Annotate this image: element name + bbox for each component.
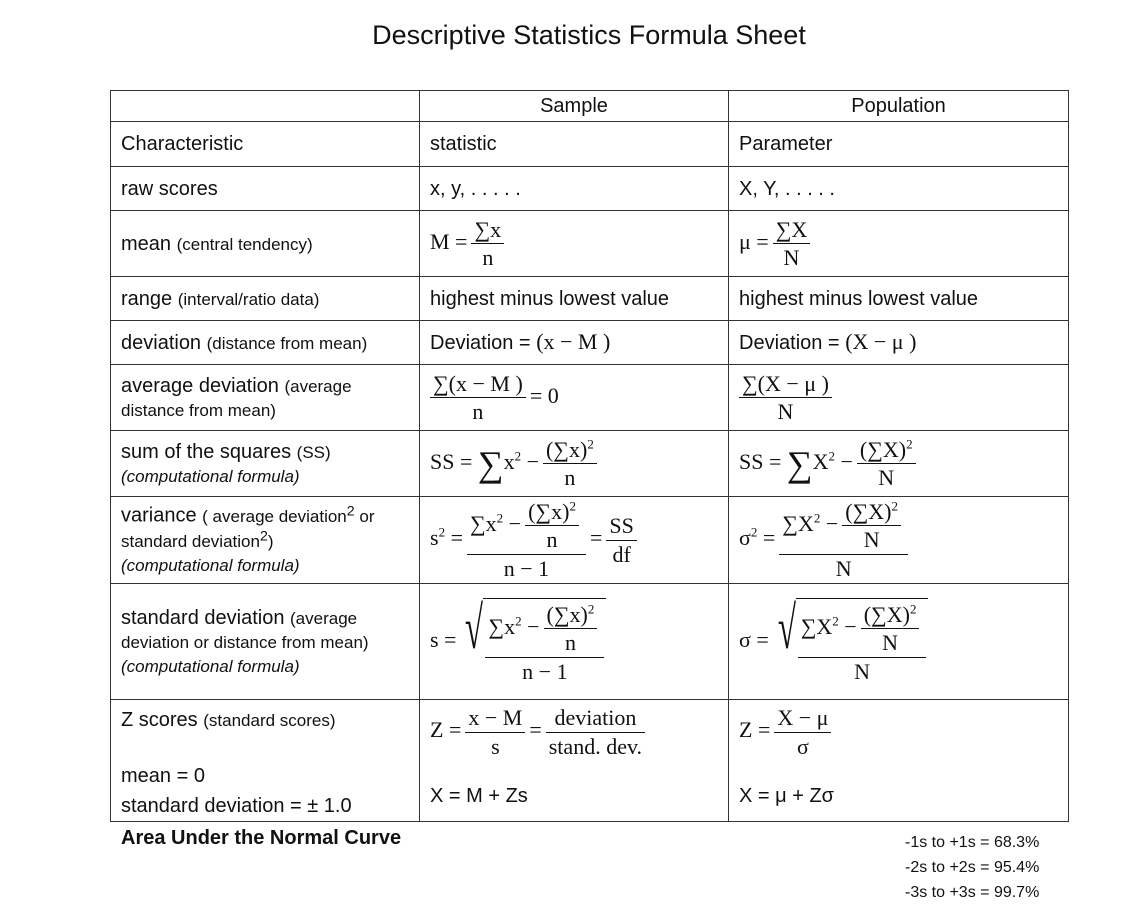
row-label-main: standard deviation (121, 606, 285, 629)
denominator: N (882, 630, 899, 656)
sample-cell (420, 365, 729, 431)
denominator: s (491, 733, 500, 759)
fraction (773, 216, 811, 272)
denominator: N (835, 555, 852, 581)
equals: = (450, 525, 463, 551)
table-row (111, 167, 1069, 211)
population-cell: highest minus lowest value (729, 277, 1069, 321)
table-row (111, 584, 1069, 700)
fraction (546, 704, 645, 760)
fraction: $\sum x^2$ − $\frac{(\sum x)^2}{n}$ n − 1 (467, 498, 586, 583)
numerator: SS (606, 512, 636, 541)
area-line: -3s to +3s = 99.7% (905, 884, 1040, 901)
formula-prefix: Deviation = (739, 332, 840, 355)
equals: = (762, 525, 776, 551)
fraction: $\sum X^2$ − $\frac{(\sum X)^2}{N}$ N (798, 601, 927, 686)
numerator: ∑X (773, 216, 811, 245)
sample-cell (420, 211, 729, 277)
denominator: n − 1 (522, 658, 568, 684)
numerator: (∑X) (859, 436, 907, 462)
fraction: $\sum x^2$ − $\frac{(\sum x)^2}{n}$ n − 1 (485, 601, 604, 686)
row-label (111, 211, 420, 277)
row-note: (computational formula) (121, 466, 300, 486)
formula-expr: (x − M ) (536, 329, 611, 355)
population-cell (729, 211, 1069, 277)
page-title: Descriptive Statistics Formula Sheet (372, 20, 806, 50)
denominator: σ (796, 733, 809, 759)
header-population: Population (729, 91, 1069, 122)
row-label: variance ( average deviation$^2$ or standard deviation$^2$) (computational formula) (111, 497, 420, 584)
formula-prefix: Deviation = (430, 332, 531, 355)
numerator: ∑x (469, 510, 497, 536)
formula-lhs: Z = (739, 717, 771, 743)
fraction (430, 370, 526, 426)
row-note: (average (284, 376, 352, 396)
formula-lhs: SS = (739, 448, 782, 474)
sample-cell (420, 700, 729, 822)
sample-cell: highest minus lowest value (420, 277, 729, 321)
sum-symbol: ∑ (786, 443, 813, 484)
sample-cell: x, y, . . . . . (420, 167, 729, 211)
population-cell: Parameter (729, 122, 1069, 167)
sqrt-symbol: √ $\sum x^2$ − $\frac{(\sum x)^2}{n}$ n − 1 (456, 598, 606, 686)
row-note: or (354, 507, 375, 526)
numerator: (∑X) (863, 601, 910, 627)
numerator: x − M (465, 704, 525, 733)
numerator: (∑X) (845, 498, 892, 524)
inner-fraction: $\frac{(\sum x)^2}{n}$ (525, 498, 579, 554)
table-row (111, 365, 1069, 431)
numerator: ∑x (471, 216, 504, 245)
row-note: (standard scores) (203, 711, 336, 730)
row-note: ) (267, 531, 274, 551)
minus: − (844, 613, 857, 639)
z-raw-formula: X = μ + Zσ (739, 785, 835, 807)
denominator: n (564, 465, 576, 490)
numerator: ∑X (782, 510, 814, 536)
table-row (111, 277, 1069, 321)
minus: − (526, 448, 539, 474)
table-row (111, 321, 1069, 365)
row-label-main: range (121, 287, 173, 310)
sample-cell: SS = $\sum x^2$ − $\frac{(\sum x)^2}{n}$ (420, 431, 729, 497)
denominator: df (612, 541, 631, 567)
row-note: standard deviation (121, 531, 260, 551)
fraction: $\frac{(\sum X)^2}{N}$ (857, 436, 916, 492)
formula-rhs: = 0 (529, 382, 559, 408)
population-cell (729, 365, 1069, 431)
numerator: deviation (546, 704, 645, 733)
header-row (111, 91, 1069, 122)
sample-cell: $s^2$ = $\sum x^2$ − $\frac{(\sum x)^2}{n}$ n − 1 = $\frac{SS}{df}$ (420, 497, 729, 584)
inner-fraction: $\frac{(\sum X)^2}{N}$ (861, 601, 920, 657)
equals: = (529, 717, 542, 743)
table-row (111, 431, 1069, 497)
numerator: (∑x) (546, 601, 588, 627)
row-note: distance from mean) (121, 400, 276, 420)
table-row (111, 122, 1069, 167)
row-label (111, 700, 420, 822)
population-cell (729, 321, 1069, 365)
fraction (606, 512, 636, 568)
formula-lhs: σ = (739, 626, 769, 652)
inner-fraction: $\frac{(\sum X)^2}{N}$ (842, 498, 901, 554)
row-note: (central tendency) (176, 234, 313, 254)
normal-curve-label: Area Under the Normal Curve (121, 827, 402, 849)
table-row (111, 211, 1069, 277)
denominator: N (854, 658, 871, 684)
sample-cell: statistic (420, 122, 729, 167)
header-blank (111, 91, 420, 122)
numerator: ∑x (488, 613, 516, 639)
formula-lhs: s = (430, 626, 457, 652)
fraction: $\sum X^2$ − $\frac{(\sum X)^2}{N}$ N (779, 498, 908, 583)
numerator: ∑(x − M ) (430, 370, 526, 399)
row-note: ( average deviation (202, 507, 347, 526)
row-note: (computational formula) (121, 555, 300, 575)
z-sd-line: standard deviation = ± 1.0 (121, 795, 352, 817)
numerator: ∑X (800, 613, 833, 639)
denominator: n (482, 245, 494, 270)
sqrt-symbol: √ $\sum X^2$ − $\frac{(\sum X)^2}{N}$ N (769, 598, 929, 686)
formula-lhs: SS = (430, 448, 473, 474)
numerator: X − μ (774, 704, 831, 733)
fraction (465, 704, 525, 760)
row-note: (distance from mean) (206, 333, 368, 353)
row-label-main: deviation (121, 331, 202, 354)
row-note: (interval/ratio data) (177, 289, 320, 309)
row-label (111, 277, 420, 321)
population-cell: X, Y, . . . . . (729, 167, 1069, 211)
equals: = (589, 525, 603, 551)
row-label-main: mean (121, 232, 172, 255)
sample-cell (420, 584, 729, 700)
denominator: n (546, 527, 558, 553)
population-cell (729, 700, 1069, 822)
denominator: N (777, 399, 794, 424)
numerator: ∑(X − μ ) (739, 370, 832, 399)
minus: − (508, 510, 522, 536)
formula-lhs: σ (739, 525, 751, 551)
denominator: n − 1 (503, 555, 550, 581)
normal-curve-areas (905, 830, 1039, 905)
row-label (111, 321, 420, 365)
area-line: -2s to +2s = 95.4% (905, 859, 1040, 876)
header-sample: Sample (420, 91, 729, 122)
inner-fraction: $\frac{(\sum x)^2}{n}$ (544, 601, 598, 657)
minus: − (825, 510, 839, 536)
denominator: N (783, 245, 800, 270)
fraction: $\frac{(\sum x)^2}{n}$ (543, 436, 597, 492)
denominator: stand. dev. (548, 733, 643, 759)
minus: − (527, 613, 540, 639)
row-label (111, 365, 420, 431)
fraction (471, 216, 504, 272)
row-label-main: variance (121, 505, 197, 527)
z-raw-formula: X = M + Zs (430, 785, 528, 807)
z-mean-line: mean = 0 (121, 765, 205, 787)
row-label (111, 431, 420, 497)
population-cell: SS = $\sum X^2$ − $\frac{(\sum X)^2}{N}$ (729, 431, 1069, 497)
formula-lhs: M = (430, 228, 468, 254)
row-note: (average (290, 608, 358, 628)
row-label-main: Z scores (121, 709, 198, 731)
numerator: (∑x) (528, 498, 570, 524)
row-label-main: sum of the squares (121, 440, 292, 463)
denominator: N (878, 465, 895, 490)
formula-lhs: Z = (430, 717, 462, 743)
formula-expr: (X − μ ) (845, 329, 917, 355)
numerator: (∑x) (545, 436, 588, 462)
row-note: (SS) (296, 442, 331, 462)
term: x (503, 448, 515, 474)
denominator: n (564, 630, 576, 656)
denominator: N (863, 527, 880, 553)
sample-cell (420, 321, 729, 365)
table-row (111, 497, 1069, 584)
area-line: -1s to +1s = 68.3% (905, 834, 1040, 851)
population-cell: $\sigma^2$ = $\sum X^2$ − $\frac{(\sum X)^2}{N}$ N (729, 497, 1069, 584)
row-note: (computational formula) (121, 656, 300, 676)
fraction (739, 370, 832, 426)
fraction (774, 704, 831, 760)
formula-lhs: s (430, 525, 439, 551)
population-cell (729, 584, 1069, 700)
row-note: deviation or distance from mean) (121, 632, 369, 652)
row-label-main: average deviation (121, 374, 279, 397)
row-label: Characteristic (111, 122, 420, 167)
table-row (111, 700, 1069, 822)
denominator: n (472, 399, 484, 424)
formula-lhs: μ = (739, 228, 769, 254)
formula-table (110, 90, 1069, 822)
row-label (111, 584, 420, 700)
sum-symbol: ∑ (477, 443, 504, 484)
row-label: raw scores (111, 167, 420, 211)
minus: − (840, 448, 853, 474)
term: X (812, 448, 829, 474)
